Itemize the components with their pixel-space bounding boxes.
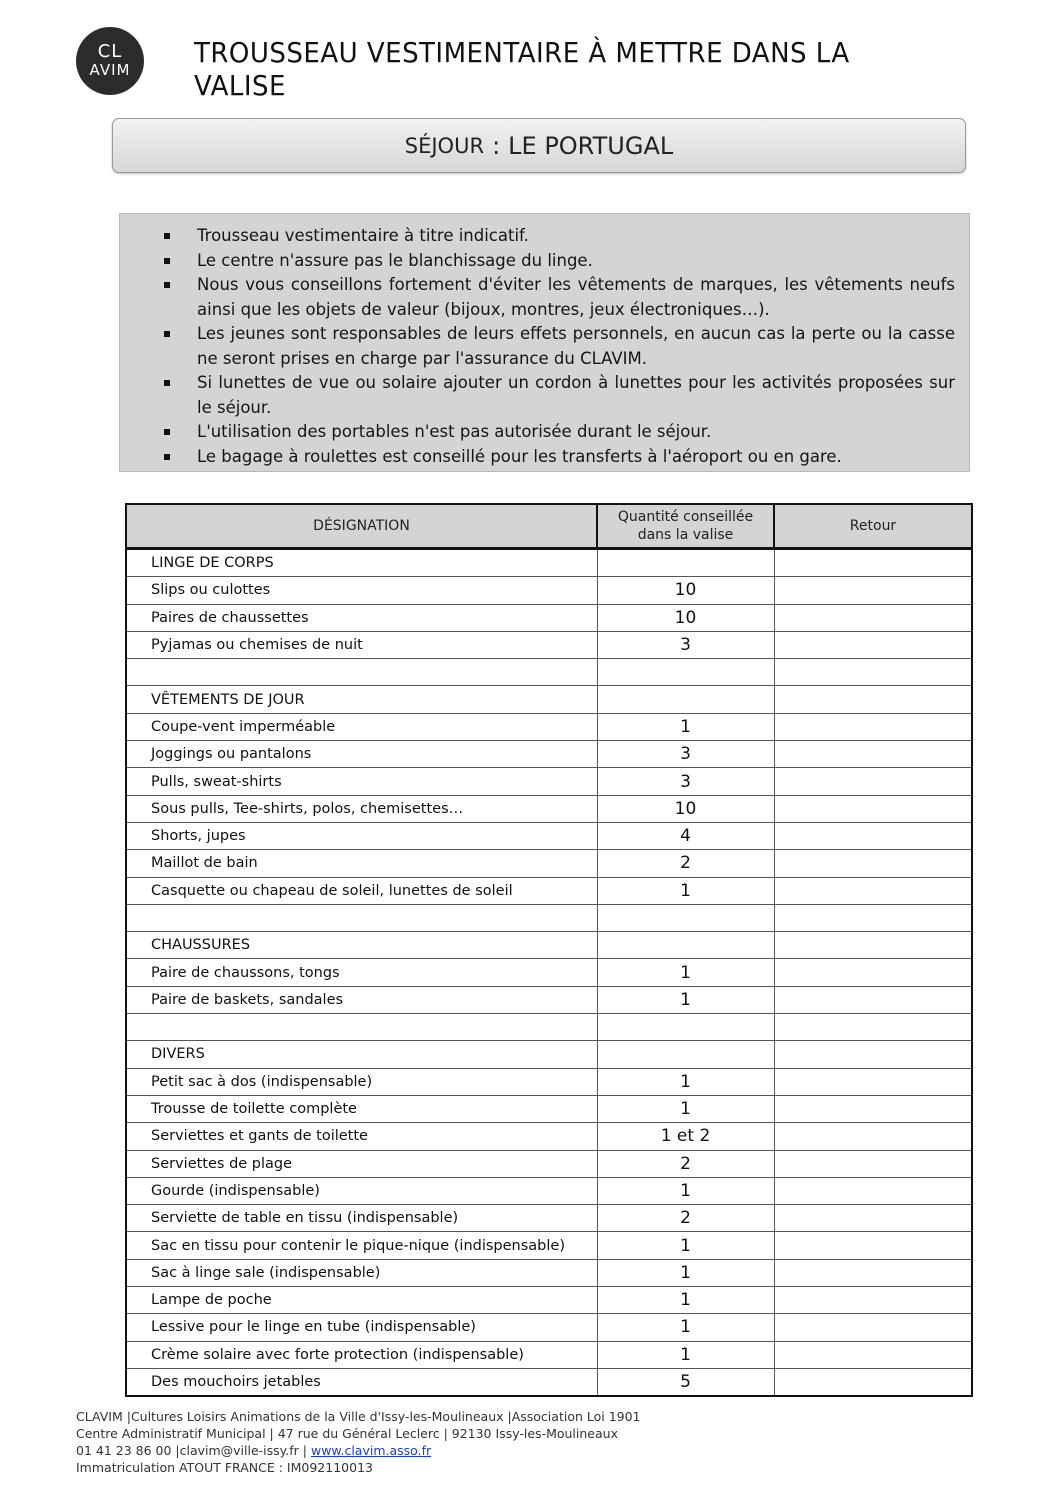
header-return: Retour — [774, 504, 972, 549]
item-return — [774, 1287, 972, 1314]
table-row — [126, 1177, 972, 1204]
note-text: Trousseau vestimentaire à titre indicatif. — [197, 226, 529, 245]
table-row — [126, 932, 972, 959]
item-return — [774, 795, 972, 822]
item-designation: Slips ou culottes — [126, 577, 597, 604]
item-return — [774, 659, 972, 686]
item-designation: Serviettes de plage — [126, 1150, 597, 1177]
bullet-icon — [164, 282, 170, 288]
item-designation: CHAUSSURES — [126, 932, 597, 959]
clavim-logo — [76, 27, 144, 95]
item-quantity: 1 — [597, 1314, 774, 1341]
item-designation — [126, 904, 597, 931]
stay-banner — [112, 118, 966, 173]
item-quantity: 10 — [597, 604, 774, 631]
table-row — [126, 1068, 972, 1095]
footer — [76, 1408, 776, 1476]
item-quantity: 1 — [597, 1068, 774, 1095]
table-row — [126, 986, 972, 1013]
table-row — [126, 1150, 972, 1177]
item-designation: Serviette de table en tissu (indispensable) — [126, 1205, 597, 1232]
item-return — [774, 1341, 972, 1368]
item-quantity: 1 — [597, 1287, 774, 1314]
item-return — [774, 1014, 972, 1041]
header-quantity-line-1: Quantité conseillée — [617, 509, 754, 525]
table-row — [126, 850, 972, 877]
table-row — [126, 1041, 972, 1068]
item-quantity: 1 — [597, 986, 774, 1013]
table-row — [126, 877, 972, 904]
item-designation: Coupe-vent imperméable — [126, 713, 597, 740]
footer-line-2: Centre Administratif Municipal | 47 rue du Général Leclerc | 92130 Issy-les-Moulineaux — [76, 1426, 618, 1441]
item-return — [774, 713, 972, 740]
table-row — [126, 631, 972, 658]
item-quantity: 3 — [597, 631, 774, 658]
item-designation: Lessive pour le linge en tube (indispensable) — [126, 1314, 597, 1341]
item-designation: Pyjamas ou chemises de nuit — [126, 631, 597, 658]
item-designation — [126, 1014, 597, 1041]
item-return — [774, 577, 972, 604]
notes-box — [119, 213, 970, 472]
note-text: L'utilisation des portables n'est pas autorisée durant le séjour. — [197, 422, 712, 441]
item-return — [774, 877, 972, 904]
bullet-icon — [164, 331, 170, 337]
item-quantity — [597, 932, 774, 959]
item-return — [774, 631, 972, 658]
logo-line-2: AVIM — [89, 61, 131, 79]
header-quantity — [597, 504, 774, 549]
item-return — [774, 1205, 972, 1232]
table-row — [126, 1014, 972, 1041]
item-return — [774, 1150, 972, 1177]
table-row — [126, 659, 972, 686]
item-designation: Serviettes et gants de toilette — [126, 1123, 597, 1150]
item-designation: Pulls, sweat-shirts — [126, 768, 597, 795]
item-designation: Joggings ou pantalons — [126, 741, 597, 768]
table-row — [126, 768, 972, 795]
table-row — [126, 1232, 972, 1259]
item-designation: Sac à linge sale (indispensable) — [126, 1259, 597, 1286]
item-quantity: 1 et 2 — [597, 1123, 774, 1150]
item-designation: Shorts, jupes — [126, 822, 597, 849]
packing-table — [125, 503, 973, 1397]
item-return — [774, 932, 972, 959]
note-text: Les jeunes sont responsables de leurs effets personnels, en aucun cas la perte ou la casse ne seront prises en charge par l'assurance du CLAVIM. — [197, 324, 955, 368]
item-quantity: 4 — [597, 822, 774, 849]
item-designation: Paires de chaussettes — [126, 604, 597, 631]
website-link[interactable]: www.clavim.asso.fr — [310, 1443, 432, 1458]
bullet-icon — [164, 233, 170, 239]
item-quantity: 10 — [597, 577, 774, 604]
table-body — [126, 549, 972, 1397]
item-return — [774, 1041, 972, 1068]
item-quantity — [597, 904, 774, 931]
item-return — [774, 1177, 972, 1204]
item-quantity — [597, 659, 774, 686]
item-quantity: 3 — [597, 768, 774, 795]
bullet-icon — [164, 380, 170, 386]
item-designation: Paire de chaussons, tongs — [126, 959, 597, 986]
note-item — [164, 224, 955, 249]
note-item — [164, 445, 955, 470]
header-quantity-line-2: dans la valise — [637, 527, 734, 543]
page-title: TROUSSEAU VESTIMENTAIRE À METTRE DANS LA VALISE — [194, 36, 850, 102]
item-designation: Gourde (indispensable) — [126, 1177, 597, 1204]
item-return — [774, 1123, 972, 1150]
item-designation: LINGE DE CORPS — [126, 549, 597, 577]
note-item — [164, 371, 955, 420]
item-quantity: 10 — [597, 795, 774, 822]
item-designation: Casquette ou chapeau de soleil, lunettes de soleil — [126, 877, 597, 904]
item-designation: Paire de baskets, sandales — [126, 986, 597, 1013]
table-row — [126, 1205, 972, 1232]
item-quantity: 1 — [597, 877, 774, 904]
table-row — [126, 795, 972, 822]
item-designation: Crème solaire avec forte protection (indispensable) — [126, 1341, 597, 1368]
note-item — [164, 420, 955, 445]
note-item — [164, 249, 955, 274]
note-text: Le bagage à roulettes est conseillé pour les transferts à l'aéroport ou en gare. — [197, 446, 842, 466]
item-designation: Maillot de bain — [126, 850, 597, 877]
table-row — [126, 1368, 972, 1396]
table-row — [126, 1314, 972, 1341]
item-quantity: 1 — [597, 713, 774, 740]
table-row — [126, 822, 972, 849]
item-quantity: 2 — [597, 1205, 774, 1232]
item-quantity: 1 — [597, 1177, 774, 1204]
table-row — [126, 1259, 972, 1286]
item-quantity: 1 — [597, 959, 774, 986]
stay-label: SÉJOUR — [404, 133, 485, 158]
table-row — [126, 549, 972, 577]
item-return — [774, 850, 972, 877]
table-row — [126, 686, 972, 713]
table-row — [126, 1123, 972, 1150]
table-row — [126, 904, 972, 931]
footer-contact: 01 41 23 86 00 |clavim@ville-issy.fr | — [76, 1443, 311, 1458]
item-quantity: 1 — [597, 1259, 774, 1286]
item-return — [774, 822, 972, 849]
note-text: Si lunettes de vue ou solaire ajouter un cordon à lunettes pour les activités proposées sur le séjour. — [197, 373, 955, 417]
item-quantity: 1 — [597, 1341, 774, 1368]
footer-line-1: CLAVIM |Cultures Loisirs Animations de la Ville d'Issy-les-Moulineaux |Association Loi 1901 — [76, 1409, 641, 1424]
footer-line-4: Immatriculation ATOUT FRANCE : IM092110013 — [76, 1460, 373, 1475]
table-header-row — [126, 504, 972, 549]
item-return — [774, 904, 972, 931]
stay-destination: LE PORTUGAL — [508, 131, 674, 160]
table-row — [126, 577, 972, 604]
note-text: Nous vous conseillons fortement d'éviter les vêtements de marques, les vêtements neufs ainsi que les objets de valeur (bijoux, montres, jeux électroniques…). — [197, 275, 955, 319]
bullet-icon — [164, 454, 170, 460]
item-quantity — [597, 686, 774, 713]
notes-list — [164, 224, 955, 469]
item-quantity: 5 — [597, 1368, 774, 1396]
table-row — [126, 604, 972, 631]
item-designation: Petit sac à dos (indispensable) — [126, 1068, 597, 1095]
item-return — [774, 604, 972, 631]
note-item — [164, 322, 955, 371]
item-designation: Trousse de toilette complète — [126, 1095, 597, 1122]
item-return — [774, 1068, 972, 1095]
item-return — [774, 686, 972, 713]
item-quantity: 2 — [597, 1150, 774, 1177]
item-return — [774, 959, 972, 986]
item-quantity: 2 — [597, 850, 774, 877]
item-designation: VÊTEMENTS DE JOUR — [126, 686, 597, 713]
item-designation: DIVERS — [126, 1041, 597, 1068]
item-designation: Sac en tissu pour contenir le pique-nique (indispensable) — [126, 1232, 597, 1259]
item-return — [774, 549, 972, 577]
item-return — [774, 1368, 972, 1396]
item-designation: Sous pulls, Tee-shirts, polos, chemisettes… — [126, 795, 597, 822]
item-return — [774, 741, 972, 768]
item-return — [774, 1232, 972, 1259]
table-row — [126, 1341, 972, 1368]
item-return — [774, 1095, 972, 1122]
table-row — [126, 713, 972, 740]
note-item — [164, 273, 955, 322]
item-return — [774, 1314, 972, 1341]
item-quantity: 3 — [597, 741, 774, 768]
bullet-icon — [164, 429, 170, 435]
logo-line-1: CL — [97, 41, 123, 62]
item-return — [774, 768, 972, 795]
item-quantity: 1 — [597, 1095, 774, 1122]
item-designation: Lampe de poche — [126, 1287, 597, 1314]
item-designation: Des mouchoirs jetables — [126, 1368, 597, 1396]
table-row — [126, 1095, 972, 1122]
item-quantity: 1 — [597, 1232, 774, 1259]
table-row — [126, 741, 972, 768]
table-row — [126, 959, 972, 986]
header-designation: DÉSIGNATION — [126, 504, 597, 549]
item-quantity — [597, 1041, 774, 1068]
note-text: Le centre n'assure pas le blanchissage du linge. — [197, 250, 593, 270]
item-designation — [126, 659, 597, 686]
footer-line-3 — [76, 1442, 776, 1459]
item-return — [774, 1259, 972, 1286]
table-row — [126, 1287, 972, 1314]
bullet-icon — [164, 258, 170, 264]
item-quantity — [597, 1014, 774, 1041]
stay-separator: : — [492, 131, 501, 160]
item-quantity — [597, 549, 774, 577]
item-return — [774, 986, 972, 1013]
